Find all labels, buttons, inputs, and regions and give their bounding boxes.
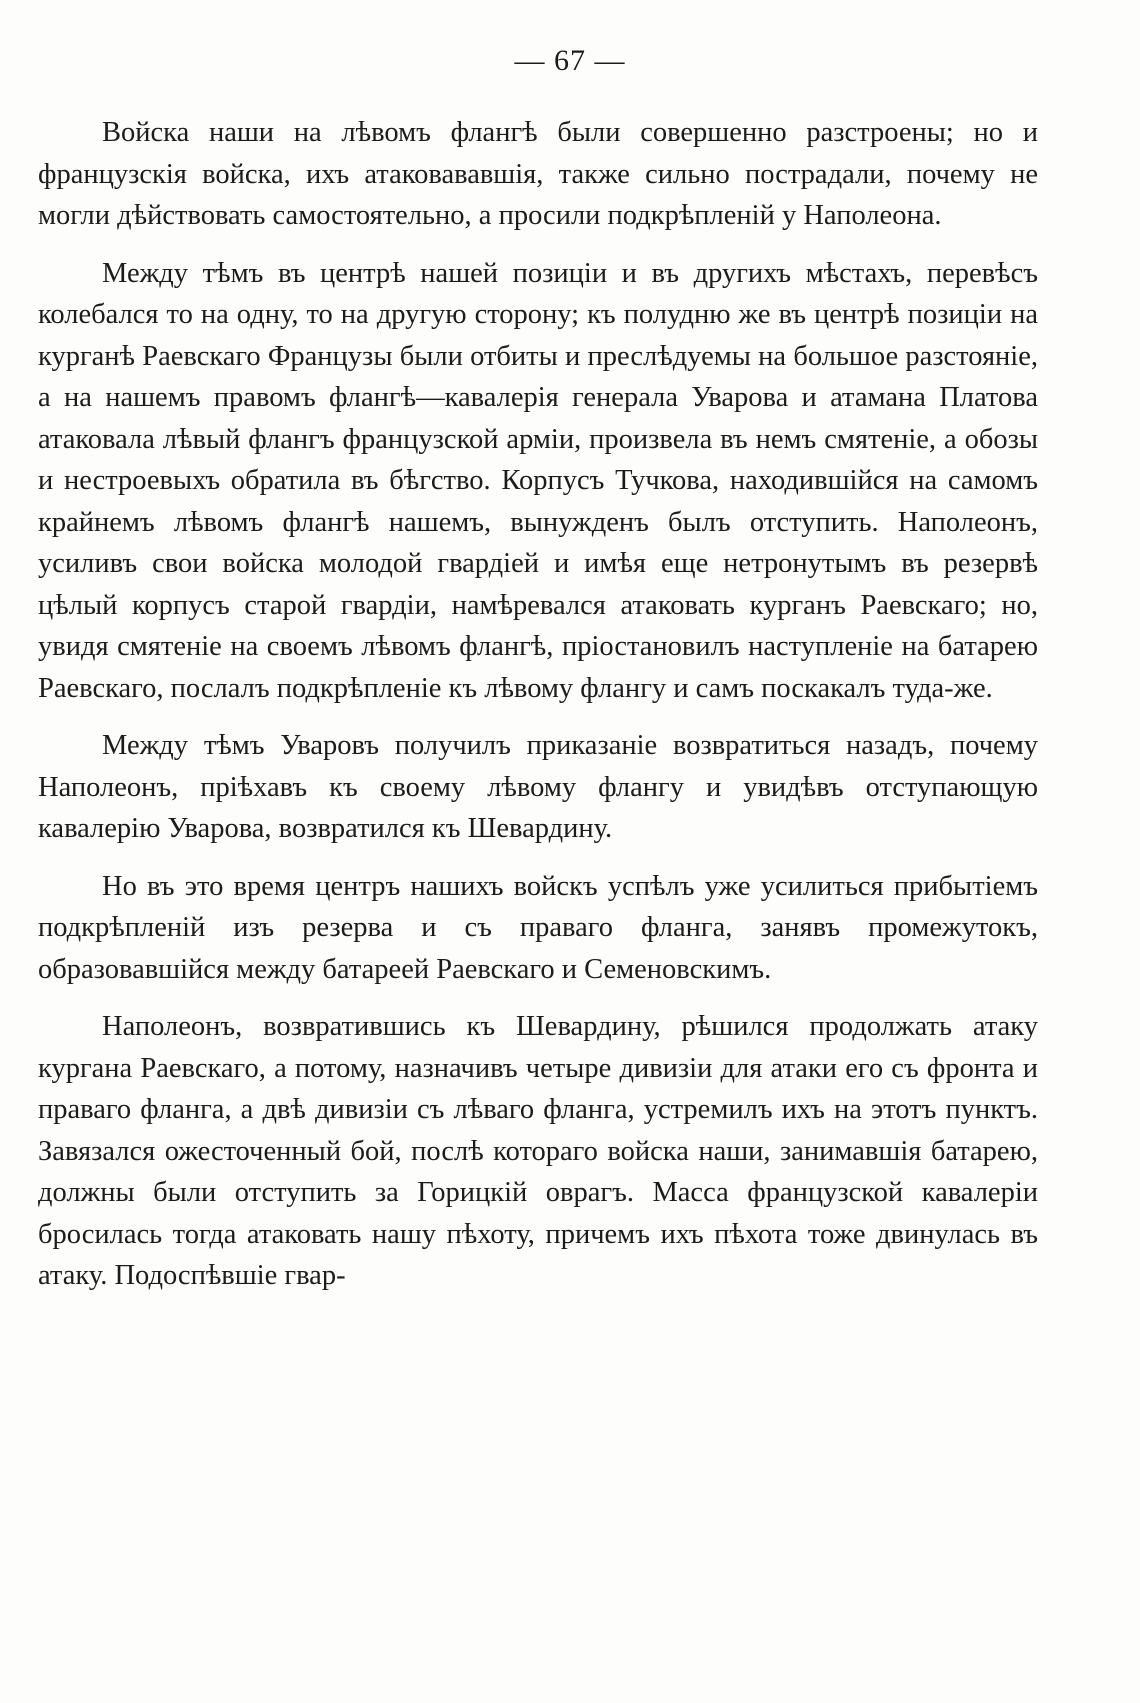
paragraph-raevsky-attack: Наполеонъ, возвратившись къ Шевардину, рѣшился продолжать атаку кургана Раевскаго, а потому, назначивъ четыре дивизіи для атаки его съ фронта и праваго фланга, а двѣ дивизіи съ лѣваго фланга, устремилъ ихъ на этотъ пунктъ. Завязался ожесточенный бой, послѣ котораго войска наши, занимавшія батарею, должны были отступить за Горицкій оврагъ. Масса французской кавалеріи бросилась тогда атаковать нашу пѣхоту, причемъ ихъ пѣхота тоже двинулась въ атаку. Подоспѣвшіе гвар- [38, 1011, 1038, 1291]
paragraph-center-battle: Между тѣмъ въ центрѣ нашей позиціи и въ другихъ мѣстахъ, перевѣсъ колебался то на одну, то на другую сторону; къ полудню же въ центрѣ позиціи на курганѣ Раевскаго Французы были отбиты и преслѣдуемы на большое разстояніе, а на нашемъ правомъ флангѣ—кавалерія генерала Уварова и атамана Платова атаковала лѣвый флангъ французской арміи, произвела въ немъ смятеніе, а обозы и нестроевыхъ обратила въ бѣгство. Корпусъ Тучкова, находившійся на самомъ крайнемъ лѣвомъ флангѣ нашемъ, вынужденъ былъ отступить. Наполеонъ, усиливъ свои войска молодой гвардіей и имѣя еще нетронутымъ въ резервѣ цѣлый корпусъ старой гвардіи, намѣревался атаковать курганъ Раевскаго; но, увидя смятеніе на своемъ лѣвомъ флангѣ, пріостановилъ наступленіе на батарею Раевскаго, послалъ подкрѣпленіе къ лѣвому флангу и самъ поскакалъ туда-же. [38, 257, 1038, 704]
page-body [38, 112, 1038, 1297]
paragraph-uvarov-return: Между тѣмъ Уваровъ получилъ приказаніе возвратиться назадъ, почему Наполеонъ, пріѣхавъ къ своему лѣвому флангу и увидѣвъ отступающую кавалерію Уварова, возвратился къ Шевардину. [38, 730, 1038, 844]
paragraph-left-flank: Войска наши на лѣвомъ флангѣ были совершенно разстроены; но и французскія войска, ихъ атаковававшія, также сильно пострадали, почему не могли дѣйствовать самостоятельно, а просили подкрѣпленій у Наполеона. [38, 117, 1038, 231]
page-number: — 67 — [514, 44, 626, 77]
paragraph-reinforcement: Но въ это время центръ нашихъ войскъ успѣлъ уже усилиться прибытіемъ подкрѣпленій изъ резерва и съ праваго фланга, занявъ промежутокъ, образовавшійся между батареей Раевскаго и Семеновскимъ. [38, 870, 1038, 985]
